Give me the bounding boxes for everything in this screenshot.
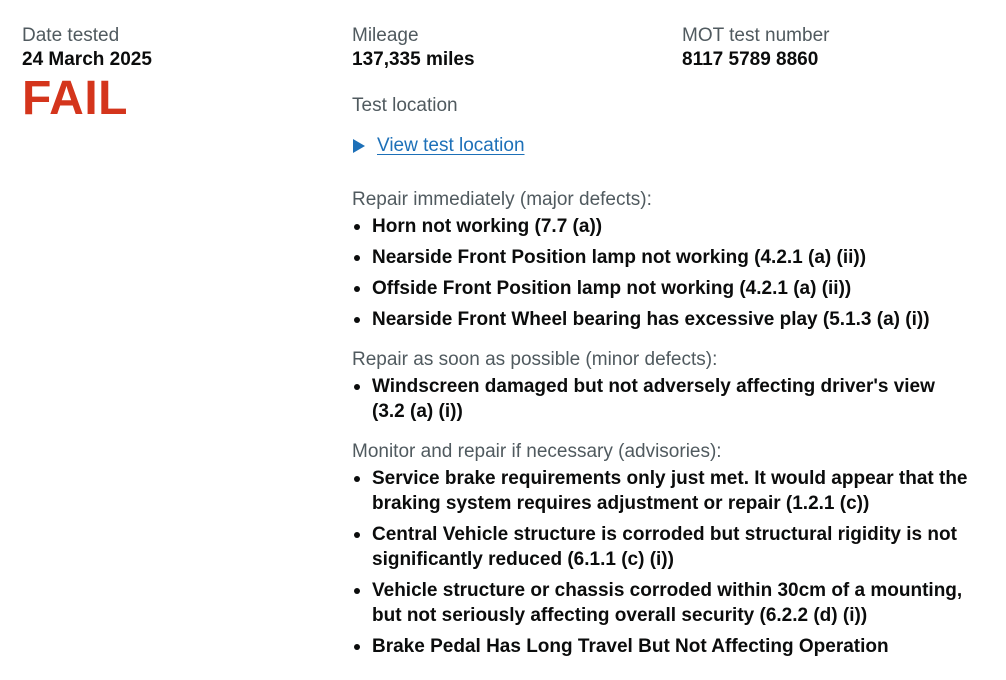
advisories-heading: Monitor and repair if necessary (advisories): xyxy=(352,441,722,462)
major-defects-section xyxy=(352,188,982,332)
bullet-icon xyxy=(354,255,360,261)
advisory-item: Central Vehicle structure is corroded but structural rigidity is not significantly reduced (6.1.1 (c) (i)) xyxy=(352,522,972,572)
advisory-item: Service brake requirements only just met. It would appear that the braking system requires adjustment or repair (1.2.1 (c)) xyxy=(352,466,972,516)
mot-test-number-value: 8117 5789 8860 xyxy=(682,49,819,70)
advisories-section xyxy=(352,440,982,659)
bullet-icon xyxy=(354,644,360,650)
bullet-icon xyxy=(354,384,360,390)
bullet-icon xyxy=(354,532,360,538)
defect-item: Windscreen damaged but not adversely affecting driver's view (3.2 (a) (i)) xyxy=(352,374,972,424)
bullet-icon xyxy=(354,286,360,292)
date-tested-column xyxy=(22,24,322,124)
bullet-icon xyxy=(354,224,360,230)
defect-item: Nearside Front Wheel bearing has excessive play (5.1.3 (a) (i)) xyxy=(352,307,972,332)
mileage-label: Mileage xyxy=(352,25,419,46)
mileage-value: 137,335 miles xyxy=(352,49,475,70)
view-test-location-link[interactable]: View test location xyxy=(377,135,525,156)
minor-defects-section xyxy=(352,348,982,424)
bullet-icon xyxy=(354,588,360,594)
test-result-status: FAIL xyxy=(22,72,128,125)
advisory-item: Brake Pedal Has Long Travel But Not Affecting Operation xyxy=(352,634,972,659)
major-defects-list xyxy=(352,214,982,332)
minor-defects-heading: Repair as soon as possible (minor defects): xyxy=(352,349,718,370)
advisories-list xyxy=(352,466,982,659)
bullet-icon xyxy=(354,317,360,323)
test-details-column xyxy=(352,24,982,665)
expand-triangle-icon xyxy=(353,139,365,153)
minor-defects-list xyxy=(352,374,982,424)
defect-item: Horn not working (7.7 (a)) xyxy=(352,214,972,239)
bullet-icon xyxy=(354,476,360,482)
advisory-item: Vehicle structure or chassis corroded within 30cm of a mounting, but not seriously affecting overall security (6.2.2 (d) (i)) xyxy=(352,578,972,628)
mot-test-number-column xyxy=(682,24,982,72)
defect-item: Nearside Front Position lamp not working (4.2.1 (a) (ii)) xyxy=(352,245,972,270)
view-test-location-toggle[interactable] xyxy=(352,134,982,158)
major-defects-heading: Repair immediately (major defects): xyxy=(352,189,652,210)
test-location-label: Test location xyxy=(352,95,458,116)
defect-item: Offside Front Position lamp not working (4.2.1 (a) (ii)) xyxy=(352,276,972,301)
date-tested-value: 24 March 2025 xyxy=(22,49,152,70)
mot-test-number-label: MOT test number xyxy=(682,25,830,46)
date-tested-label: Date tested xyxy=(22,25,120,46)
